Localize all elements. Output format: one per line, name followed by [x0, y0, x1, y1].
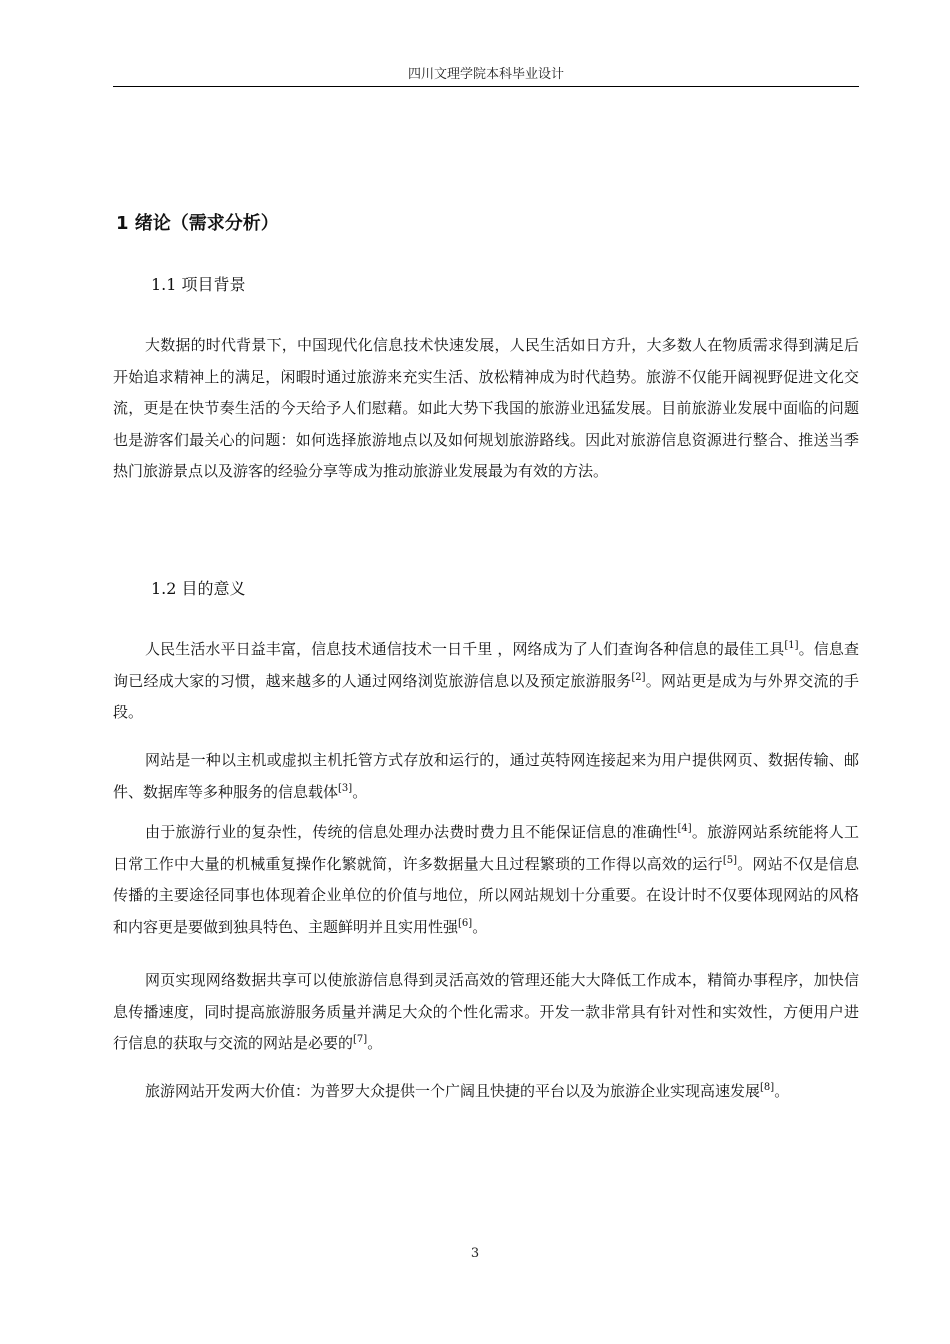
- page-header: 四川文理学院本科毕业设计: [407, 67, 564, 82]
- header-divider: [113, 86, 859, 87]
- paragraph-text: 。: [367, 1034, 383, 1052]
- paragraph-purpose-2: [113, 745, 859, 808]
- citation-ref: [4]: [677, 823, 692, 834]
- citation-ref: [1]: [784, 640, 799, 651]
- paragraph-text: 。: [774, 1082, 790, 1100]
- paragraph-text: 。信息查询已经成大家的习惯，越来越多的人通过网络浏览旅游信息以及预定旅游服务: [113, 640, 859, 690]
- paragraph-text: 大数据的时代背景下，中国现代化信息技术快速发展，人民生活如日方升，大多数人在物质需求得到满足后开始追求精神上的满足，闲暇时通过旅游来充实生活、放松精神成为时代趋势。旅游不仅能开阔视野促进文化交流，更是在快节奏生活的今天给予人们慰藉。如此大势下我国的旅游业迅猛发展。目前旅游业发展中面临的问题也是游客们最关心的问题：如何选择旅游地点以及如何规划旅游路线。因此对旅游信息资源进行整合、推送当季热门旅游景点以及游客的经验分享等成为推动旅游业发展最为有效的方法。: [113, 336, 859, 480]
- paragraph-text: 。: [472, 917, 488, 936]
- paragraph-text: 网站是一种以主机或虚拟主机托管方式存放和运行的，通过英特网连接起来为用户提供网页、数据传输、邮件、数据库等多种服务的信息载体: [113, 751, 859, 801]
- citation-ref: [2]: [631, 671, 646, 683]
- chapter-heading: 1 绪论（需求分析）: [116, 213, 279, 234]
- paragraph-background: [113, 330, 859, 488]
- paragraph-text: 网页实现网络数据共享可以使旅游信息得到灵活高效的管理还能大大降低工作成本，精简办事程序，加快信息传播速度，同时提高旅游服务质量并满足大众的个性化需求。开发一款非常具有针对性和实效性，方便用户进行信息的获取与交流的网站是必要的: [113, 971, 859, 1052]
- paragraph-text: 。: [352, 782, 368, 801]
- citation-ref: [6]: [458, 917, 473, 929]
- paragraph-purpose-5: [113, 1076, 859, 1108]
- paragraph-purpose-3: [113, 817, 859, 943]
- paragraph-purpose-4: [113, 965, 859, 1060]
- citation-ref: [3]: [338, 782, 353, 794]
- paragraph-text: 由于旅游行业的复杂性，传统的信息处理办法费时费力且不能保证信息的准确性: [145, 823, 678, 841]
- paragraph-text: 。旅游网站系统能将人工日常工作中大量的机械重复操作化繁就简，许多数据量大且过程繁琐的工作得以高效的运行: [113, 823, 859, 873]
- citation-ref: [8]: [760, 1082, 775, 1093]
- paragraph-text: 。网站不仅是信息传播的主要途径同事也体现着企业单位的价值与地位，所以网站规划十分重要。在设计时不仅要体现网站的风格和内容更是要做到独具特色、主题鲜明并且实用性强: [113, 854, 859, 936]
- paragraph-purpose-1: [113, 634, 859, 729]
- citation-ref: [5]: [722, 854, 738, 866]
- section-heading-1-1: 1.1 项目背景: [151, 275, 246, 294]
- citation-ref: [7]: [353, 1034, 368, 1045]
- paragraph-text: 人民生活水平日益丰富，信息技术通信技术一日千里 ，网络成为了人们查询各种信息的最佳工具: [145, 640, 785, 658]
- paragraph-text: 旅游网站开发两大价值：为普罗大众提供一个广阔且快捷的平台以及为旅游企业实现高速发展: [145, 1082, 761, 1100]
- paragraph-text: 。网站更是成为与外界交流的手段。: [113, 671, 859, 721]
- section-heading-1-2: 1.2 目的意义: [151, 579, 246, 598]
- page-number: 3: [470, 1246, 480, 1261]
